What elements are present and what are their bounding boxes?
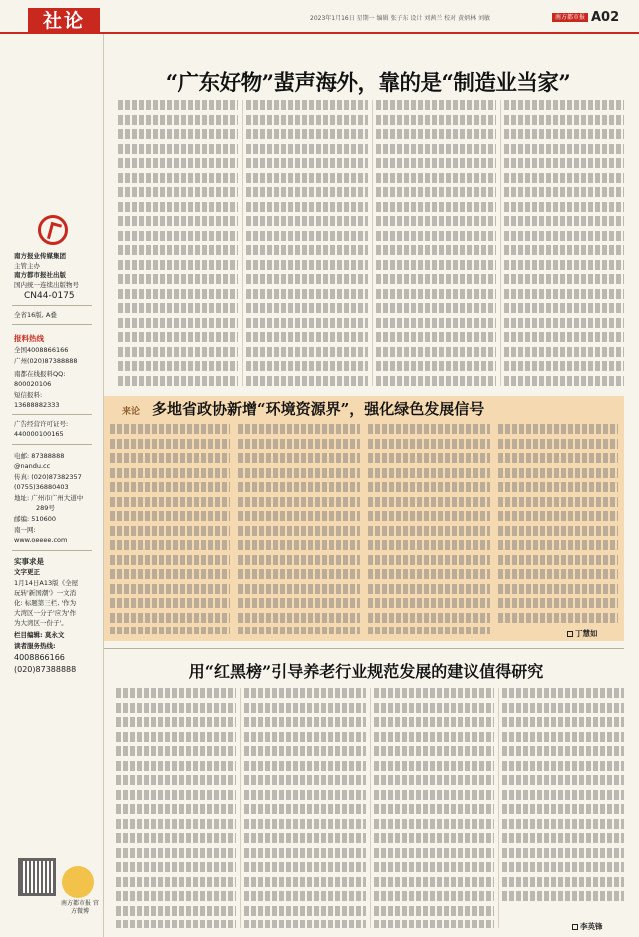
ad-license-label: 广告经营许可证号: — [14, 420, 69, 428]
sub-article-column — [238, 424, 360, 634]
notice-title: 文字更正 — [14, 568, 40, 576]
reader-hotline-2: (020)87388888 — [14, 665, 77, 674]
sms-label: 短信报料: — [14, 391, 43, 399]
cn-label: 国内统一连续出版物号 — [14, 281, 79, 289]
address-2: 289号 — [36, 504, 55, 512]
main-article-column — [246, 100, 368, 386]
sub-article-tag: 来论 — [122, 407, 141, 417]
hotline-heading: 报料热线 — [14, 334, 44, 343]
section-tag: 社论 — [28, 8, 100, 34]
publisher-line: 南方都市报社出版 — [14, 271, 66, 279]
zip: 邮编: 510600 — [14, 515, 57, 523]
newspaper-logo-icon — [38, 215, 68, 245]
bottom-article-column — [244, 688, 366, 928]
divider — [12, 550, 92, 551]
sub-article-column — [368, 424, 490, 634]
divider — [12, 324, 92, 325]
qq-label: 南都在线报料QQ: — [14, 370, 66, 378]
notice-line: 大湾区一分子'应为'作 — [14, 609, 77, 617]
column-divider — [242, 100, 243, 386]
issue-info: 全省16版, A叠 — [14, 311, 57, 319]
bottom-article-title: 用“红黑榜”引导养老行业规范发展的建议值得研究 — [188, 662, 544, 681]
fax-2: (0755)36880403 — [14, 483, 69, 491]
divider — [12, 414, 92, 415]
column-divider — [500, 100, 501, 386]
notice-line: 1月14日A13版《全屋 — [14, 579, 79, 587]
column-divider — [370, 688, 371, 928]
bottom-article-column — [502, 688, 624, 914]
page-number: A02 — [591, 10, 620, 25]
page-header — [0, 0, 639, 34]
divider — [12, 305, 92, 306]
main-article-column — [118, 100, 238, 386]
website-label: 南一网: — [14, 526, 36, 534]
group-name: 南方报业传媒集团 — [14, 252, 66, 260]
hotline-2: 广州(020)87388888 — [14, 357, 78, 365]
host-line: 主管主办 — [14, 262, 40, 270]
column-divider — [240, 688, 241, 928]
author-box-icon — [572, 924, 578, 930]
qq-number: 800020106 — [14, 380, 52, 388]
website: www.oeeee.com — [14, 536, 68, 544]
cn-number: CN44-0175 — [24, 291, 75, 301]
header-info: 2023年1月16日 星期一 编辑 张子东 设计 刘茜兰 校对 黄炳林 刘敏 — [310, 15, 490, 22]
bottom-article-author: 李英锋 — [572, 921, 603, 932]
column-divider — [372, 100, 373, 386]
qr-code-icon — [18, 858, 56, 896]
notice-editor: 栏目编辑: 莫永文 — [14, 631, 65, 639]
column-divider — [498, 688, 499, 928]
main-article-title: “广东好物”蜚声海外，靠的是“制造业当家” — [165, 71, 571, 96]
sub-article-column — [498, 424, 618, 624]
main-article-column — [504, 100, 624, 386]
notice-heading: 实事求是 — [14, 557, 44, 566]
sms-number: 13688882333 — [14, 401, 60, 409]
bottom-article-column — [116, 688, 236, 928]
notice-line: 为大湾区一份子'。 — [14, 619, 68, 627]
qr-caption: 南方都市报 官方微博 — [61, 900, 99, 915]
email-domain: @nandu.cc — [14, 462, 51, 470]
main-article-column — [376, 100, 496, 386]
bottom-article-column — [374, 688, 494, 928]
reader-hotline-label: 读者服务热线: — [14, 642, 56, 650]
section-divider — [104, 648, 624, 649]
sub-article-title: 多地省政协新增“环境资源界”，强化绿色发展信号 — [152, 400, 485, 418]
address-1: 地址: 广州市广州大道中 — [14, 494, 84, 502]
reader-hotline-1: 4008866166 — [14, 653, 65, 662]
ad-license: 440000100165 — [14, 430, 64, 438]
header-brand: 南方都市报 — [552, 13, 588, 22]
author-box-icon — [567, 631, 573, 637]
hotline-1: 全国4008866166 — [14, 346, 69, 354]
email-label: 电邮: 87388888 — [14, 452, 65, 460]
weibo-logo-icon — [62, 866, 94, 898]
notice-line: 化: 标题第三栏, '作为 — [14, 599, 77, 607]
sub-article-author: 丁慧如 — [567, 628, 598, 639]
divider — [12, 444, 92, 445]
sub-article-column — [110, 424, 230, 634]
fax-1: 传真: (020)87382357 — [14, 473, 82, 481]
notice-line: 玩转'新国潮'》一文消 — [14, 589, 77, 597]
